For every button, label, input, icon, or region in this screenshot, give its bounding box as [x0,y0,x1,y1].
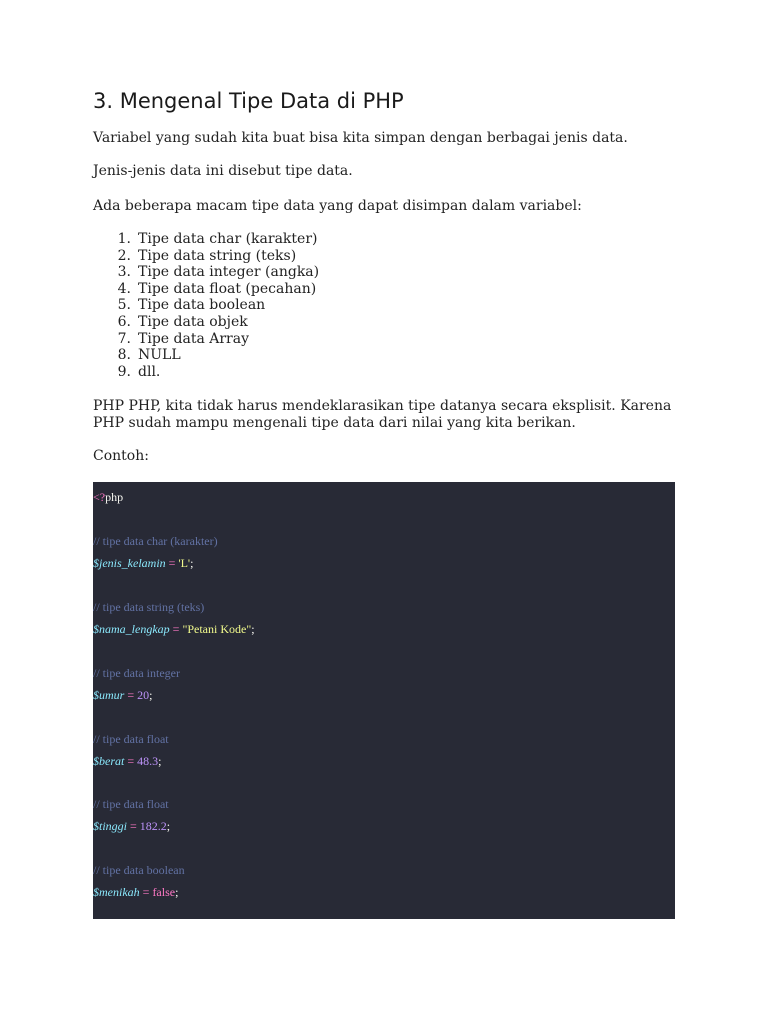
code-statement: $menikah = false; [93,885,179,899]
paragraph-explanation: PHP PHP, kita tidak harus mendeklarasikan tipe datanya secara eksplisit. Karena PHP sudah mampu mengenali tipe data dari nilai yang kita berikan. [93,398,672,431]
page-title: 3. Mengenal Tipe Data di PHP [93,89,404,113]
list-item: 8. NULL [117,347,181,364]
list-item: 6. Tipe data objek [117,313,248,330]
list-item: 9. dll. [117,363,161,380]
code-comment: // tipe data string (teks) [93,600,205,614]
code-statement: $jenis_kelamin = 'L'; [93,556,194,570]
code-statement: $nama_lengkap = "Petani Kode"; [93,622,255,636]
code-comment: // tipe data boolean [93,863,185,877]
code-statement: $umur = 20; [93,688,153,702]
code-statement: $tinggi = 182.2; [93,819,171,833]
paragraph-list-intro: Ada beberapa macam tipe data yang dapat disimpan dalam variabel: [93,198,582,214]
list-item: 2. Tipe data string (teks) [117,247,297,264]
code-comment: // tipe data float [93,797,169,811]
code-block [93,482,675,919]
list-item: 3. Tipe data integer (angka) [117,264,320,281]
paragraph-example-label: Contoh: [93,448,149,464]
list-item: 4. Tipe data float (pecahan) [117,280,317,297]
list-item: 1. Tipe data char (karakter) [117,231,318,247]
code-open-tag: <?php [93,490,124,504]
paragraph-intro: Variabel yang sudah kita buat bisa kita simpan dengan berbagai jenis data. [93,130,628,146]
code-comment: // tipe data integer [93,666,180,680]
code-statement: $berat = 48.3; [93,754,162,768]
paragraph-definition: Jenis-jenis data ini disebut tipe data. [93,163,353,179]
code-comment: // tipe data char (karakter) [93,534,218,548]
list-item: 5. Tipe data boolean [117,297,266,314]
list-item: 7. Tipe data Array [117,330,249,347]
data-type-list [93,231,319,380]
code-comment: // tipe data float [93,732,169,746]
